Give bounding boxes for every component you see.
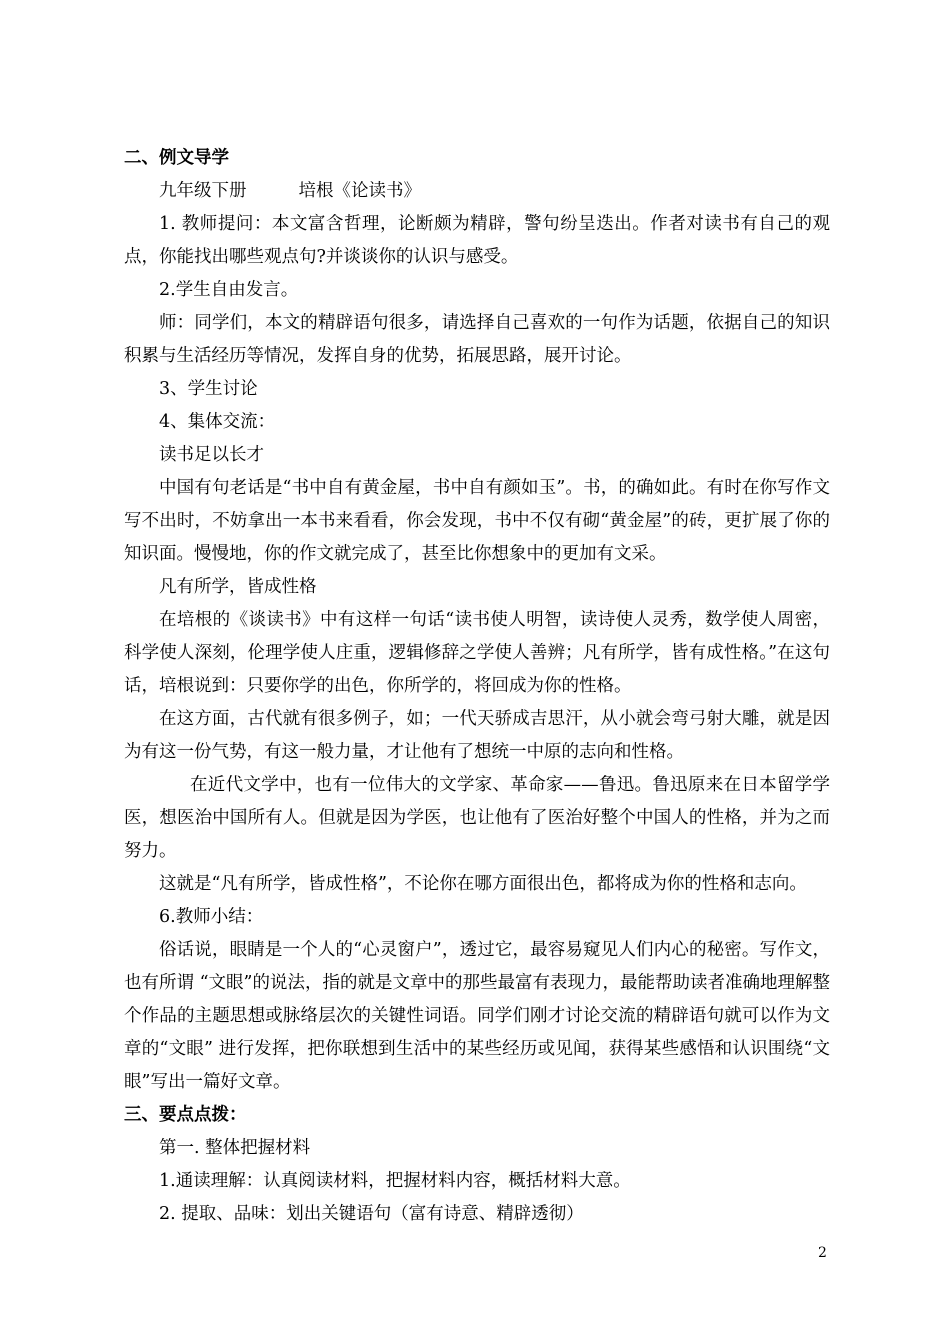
- source-grade: 九年级下册: [159, 181, 247, 201]
- item-teacher-question: 1. 教师提问：本文富含哲理，论断颇为精辟，警句纷呈迭出。作者对读书有自己的观点，你能找出哪些观点句?并谈谈你的认识与感受。: [124, 214, 830, 267]
- page-content: [124, 142, 830, 1231]
- item-student-discussion: 3、学生讨论: [159, 379, 258, 399]
- essay-title-reading-talent: 读书足以长才: [159, 445, 264, 465]
- key-point-item: 第一. 整体把握材料: [159, 1138, 311, 1158]
- essay-title-learning-character: 凡有所学，皆成性格: [159, 577, 317, 597]
- essay-paragraph: 在这方面，古代就有很多例子，如；一代天骄成吉思汗，从小就会弯弓射大雕，就是因为有这一份气势，有这一般力量，才让他有了想统一中原的志向和性格。: [124, 709, 830, 762]
- key-point-item: 1.通读理解：认真阅读材料，把握材料内容，概括材料大意。: [159, 1171, 631, 1191]
- section-heading-key-points: 三、要点点拨：: [124, 1105, 247, 1125]
- essay-paragraph: 在近代文学中，也有一位伟大的文学家、革命家——鲁迅。鲁迅原来在日本留学学医，想医治中国所有人。但就是因为学医，也让他有了医治好整个中国人的性格，并为之而努力。: [124, 775, 830, 861]
- source-title: 培根《论读书》: [298, 181, 421, 201]
- source-line: [124, 175, 830, 208]
- essay-paragraph: 这就是“凡有所学，皆成性格”，不论你在哪方面很出色，都将成为你的性格和志向。: [159, 874, 807, 894]
- essay-paragraph: 在培根的《谈读书》中有这样一句话“读书使人明智，读诗使人灵秀，数学使人周密，科学使人深刻，伦理学使人庄重，逻辑修辞之学使人善辨；凡有所学，皆有成性格。”在这句话，培根说到：只要你学的出色，你所学的，将回成为你的性格。: [124, 610, 830, 696]
- item-group-exchange: 4、集体交流：: [159, 412, 276, 432]
- page-number: 2: [818, 1245, 827, 1261]
- item-teacher-instruction: 师：同学们，本文的精辟语句很多，请选择自己喜欢的一句作为话题，依据自己的知识积累与生活经历等情况，发挥自身的优势，拓展思路，展开讨论。: [124, 313, 830, 366]
- teacher-summary-body: 俗话说，眼睛是一个人的“心灵窗户”，透过它，最容易窥见人们内心的秘密。写作文，也有所谓 “文眼”的说法，指的就是文章中的那些最富有表现力，最能帮助读者准确地理解整个作品的主题思想或脉络层次的关键性词语。同学们刚才讨论交流的精辟语句就可以作为文章的“文眼” 进行发挥，把你联想到生活中的某些经历或见闻，获得某些感悟和认识围绕“文眼”写出一篇好文章。: [124, 940, 830, 1092]
- teacher-summary-label: 6.教师小结：: [159, 907, 264, 927]
- item-student-speech: 2.学生自由发言。: [159, 280, 299, 300]
- section-heading-example-study: 二、例文导学: [124, 148, 229, 168]
- essay-body-reading-talent: 中国有句老话是“书中自有黄金屋，书中自有颜如玉”。书，的确如此。有时在你写作文写不出时，不妨拿出一本书来看看，你会发现，书中不仅有砌“黄金屋”的砖，更扩展了你的知识面。慢慢地，你的作文就完成了，甚至比你想象中的更加有文采。: [124, 478, 830, 564]
- key-point-item: 2. 提取、品味：划出关键语句（富有诗意、精辟透彻）: [159, 1204, 584, 1224]
